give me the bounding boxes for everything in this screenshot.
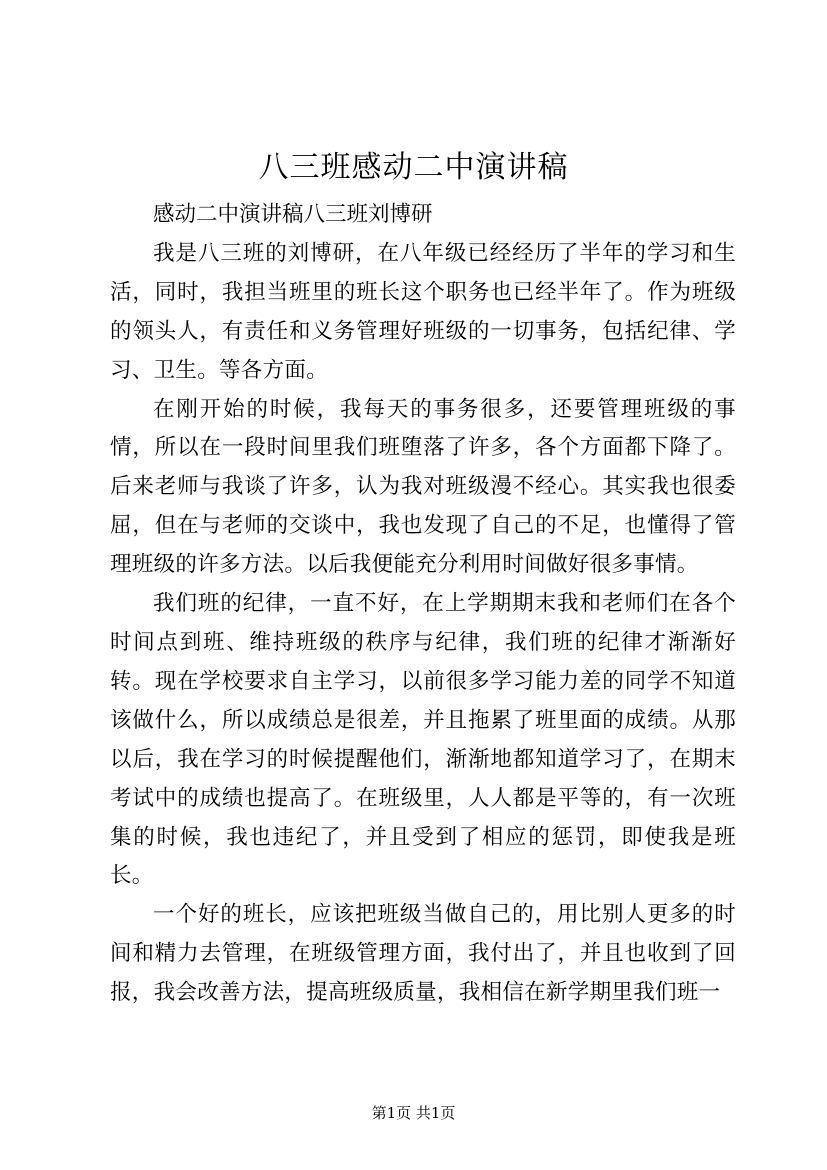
paragraph-1: 我是八三班的刘博研，在八年级已经经历了半年的学习和生活，同时，我担当班里的班长这个职务也已经半年了。作为班级的领头人，有责任和义务管理好班级的一切事务，包括纪律、学习、卫生。等各方面。 <box>110 240 736 383</box>
paragraph-4: 一个好的班长，应该把班级当做自己的，用比别人更多的时间和精力去管理，在班级管理方面，我付出了，并且也收到了回报，我会改善方法，提高班级质量，我相信在新学期里我们班一 <box>110 902 736 1006</box>
page-footer: 第1页 共1页 <box>371 1104 456 1122</box>
document-body <box>110 196 736 1013</box>
document-title: 八三班感动二中演讲稿 <box>258 150 569 185</box>
paragraph-3: 我们班的纪律，一直不好，在上学期期末我和老师们在各个时间点到班、维持班级的秩序与纪律，我们班的纪律才渐渐好转。现在学校要求自主学习，以前很多学习能力差的同学不知道该做什么，所以成绩总是很差，并且拖累了班里面的成绩。从那以后，我在学习的时候提醒他们，渐渐地都知道学习了，在期末考试中的成绩也提高了。在班级里，人人都是平等的，有一次班集的时候，我也违纪了，并且受到了相应的惩罚，即使我是班长。 <box>110 591 736 889</box>
paragraph-2: 在刚开始的时候，我每天的事务很多，还要管理班级的事情，所以在一段时间里我们班堕落了许多，各个方面都下降了。后来老师与我谈了许多，认为我对班级漫不经心。其实我也很委屈，但在与老师的交谈中，我也发现了自己的不足，也懂得了管理班级的许多方法。以后我便能充分利用时间做好很多事情。 <box>110 396 736 578</box>
document-subtitle: 感动二中演讲稿八三班刘博研 <box>153 202 433 227</box>
